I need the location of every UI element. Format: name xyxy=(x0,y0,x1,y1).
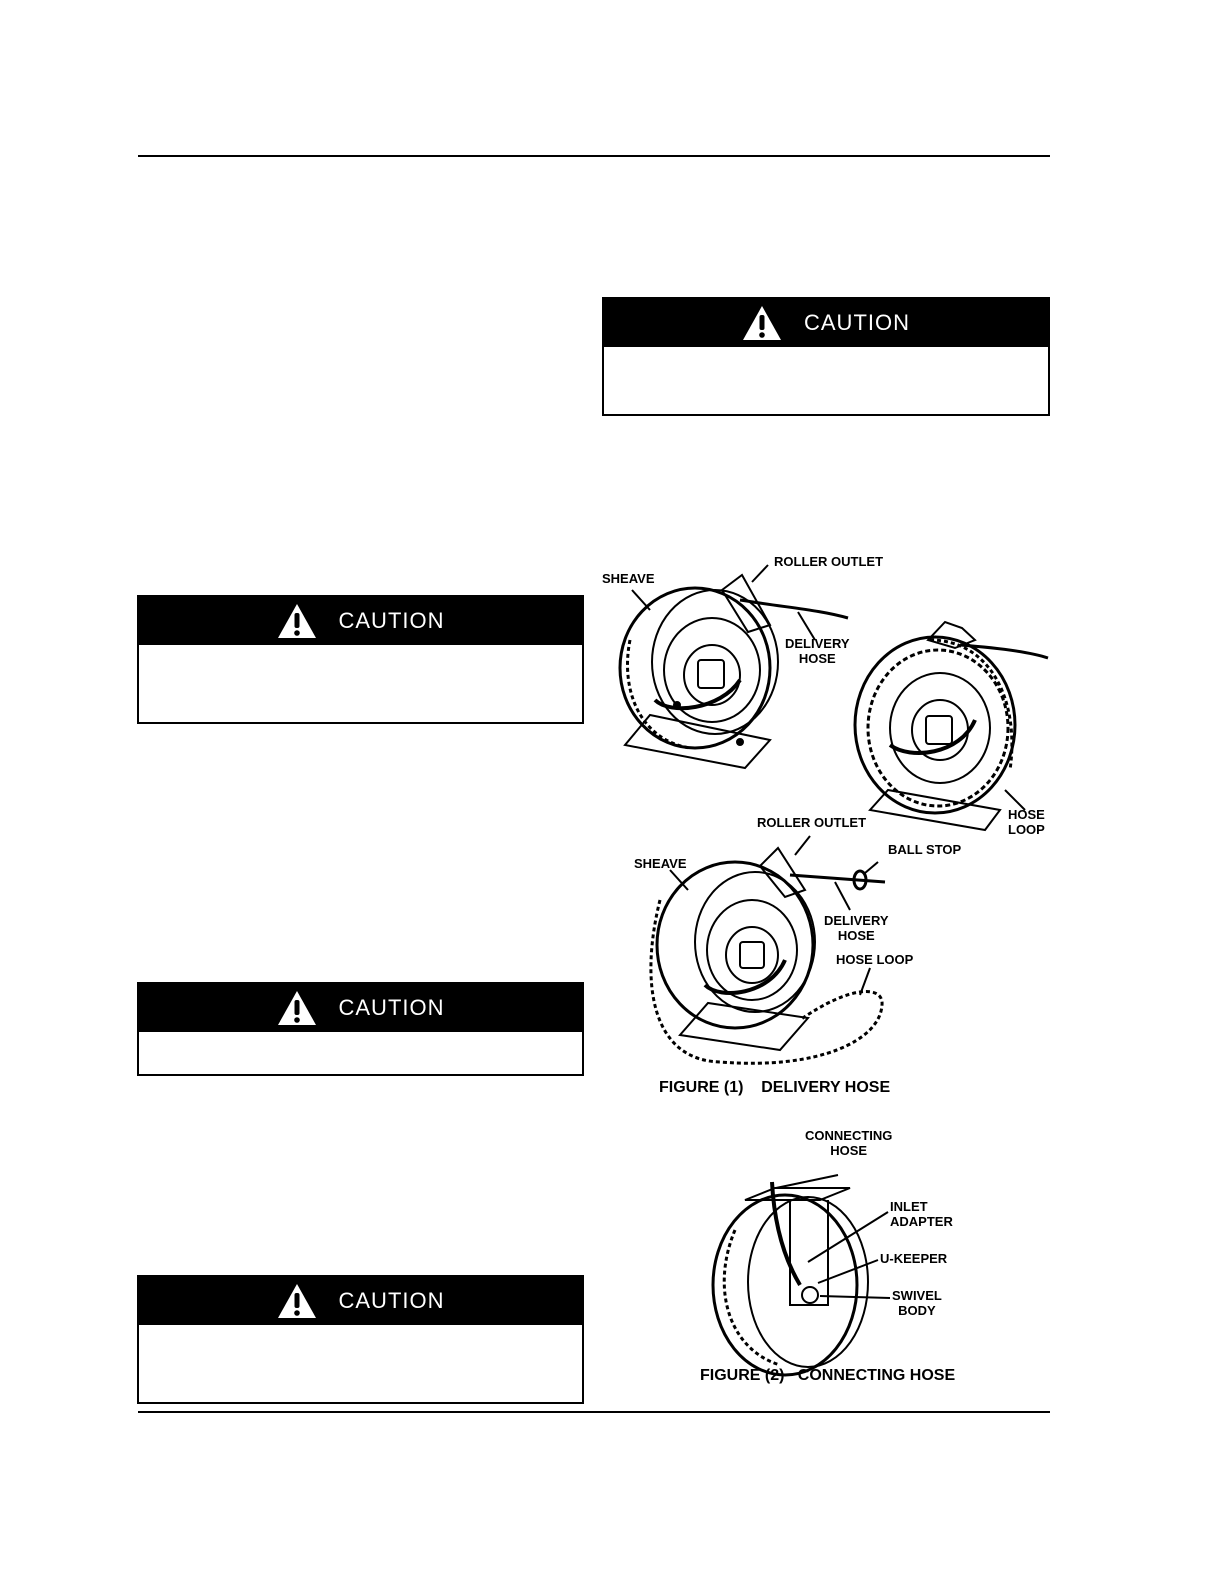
caution-label: CAUTION xyxy=(338,608,445,633)
label-roller-outlet-b: ROLLER OUTLET xyxy=(757,815,867,830)
caution-label: CAUTION xyxy=(338,995,445,1020)
label-sheave-b: SHEAVE xyxy=(634,856,687,871)
label-inlet-adapter: INLET ADAPTER xyxy=(890,1199,953,1229)
label-hose-loop-b: HOSE LOOP xyxy=(836,952,914,967)
label-sheave-a: SHEAVE xyxy=(602,571,655,586)
label-hose-loop-a: HOSE LOOP xyxy=(1008,807,1045,837)
label-connecting-hose: CONNECTING HOSE xyxy=(805,1128,893,1158)
label-ball-stop: BALL STOP xyxy=(888,842,962,857)
caution-label: CAUTION xyxy=(804,310,910,335)
reel-a-drawing xyxy=(620,565,848,768)
reel-b-drawing xyxy=(855,622,1048,830)
caution-label: CAUTION xyxy=(338,1288,445,1313)
reel-d-drawing xyxy=(713,1175,890,1375)
label-swivel-body: SWIVEL BODY xyxy=(892,1288,942,1318)
label-u-keeper: U-KEEPER xyxy=(880,1251,948,1266)
label-delivery-hose-a: DELIVERY HOSE xyxy=(785,636,850,666)
label-delivery-hose-b: DELIVERY HOSE xyxy=(824,913,889,943)
figure2-caption: FIGURE (2) CONNECTING HOSE xyxy=(700,1367,956,1384)
label-roller-outlet-a: ROLLER OUTLET xyxy=(774,554,884,569)
figure1-caption: FIGURE (1) DELIVERY HOSE xyxy=(659,1079,891,1096)
